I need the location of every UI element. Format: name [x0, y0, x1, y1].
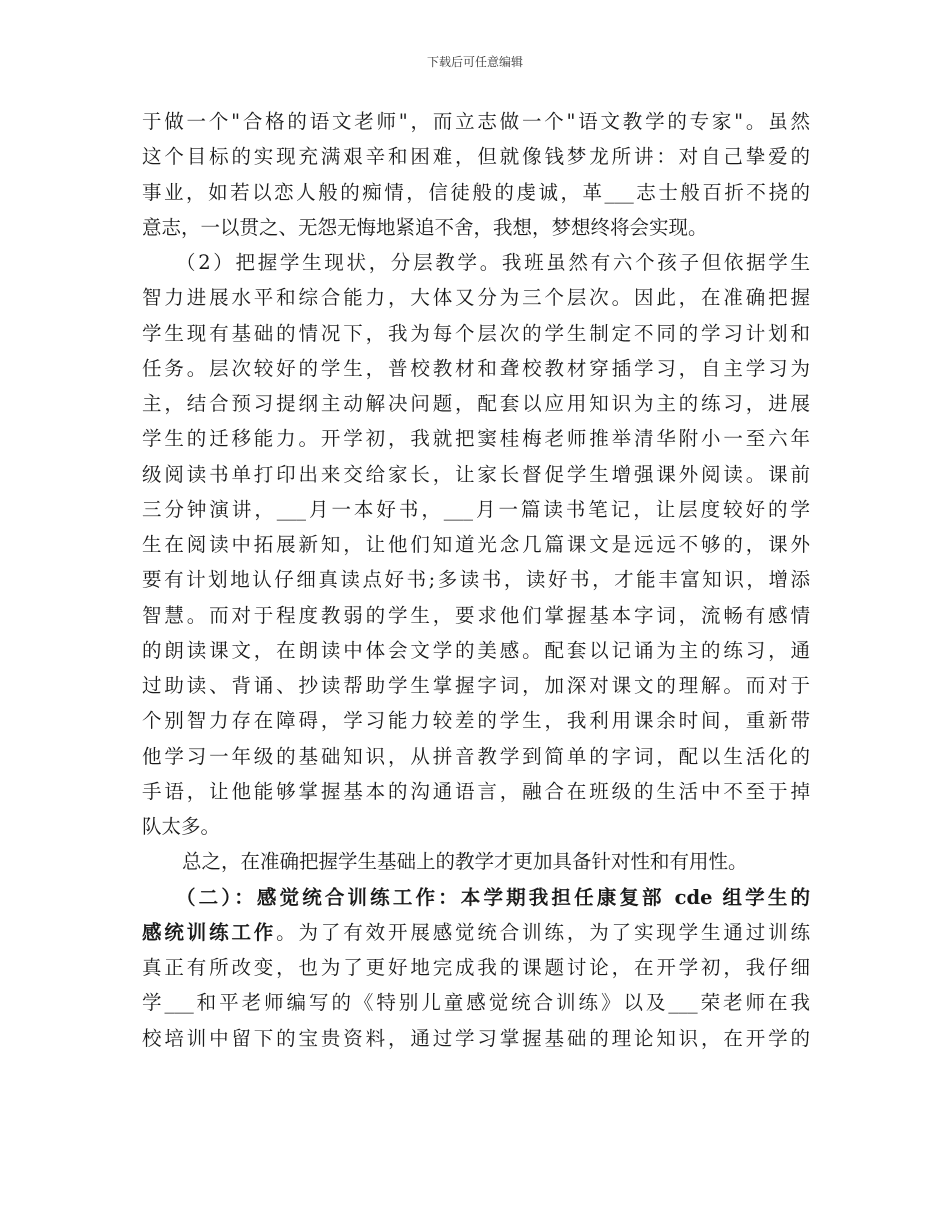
text-line: 智力进展水平和综合能力，大体又分为三个层次。因此，在准确把握 — [142, 286, 810, 310]
text-line: 学生的迁移能力。开学初，我就把窦桂梅老师推举清华附小一至六年 — [142, 427, 810, 451]
text-line: （2）把握学生现状，分层教学。我班虽然有六个孩子但依据学生 — [176, 251, 810, 274]
text-line: 这个目标的实现充满艰辛和困难，但就像钱梦龙所讲：对自己挚爱的 — [142, 145, 810, 169]
text-line: 意志，一以贯之、无怨无悔地紧追不舍，我想，梦想终将会实现。 — [142, 215, 708, 239]
text-line: 个别智力存在障碍，学习能力较差的学生，我利用课余时间，重新带 — [142, 709, 810, 733]
text-line: 真正有所改变，也为了更好地完成我的课题讨论，在开学初，我仔细 — [142, 956, 810, 979]
text-line: 任务。层次较好的学生，普校教材和聋校教材穿插学习，自主学习为 — [142, 356, 810, 380]
text-line — [142, 915, 810, 950]
text-line: 智慧。而对于程度教弱的学生，要求他们掌握基本字词，流畅有感情 — [142, 603, 810, 627]
text-line: 主，结合预习提纲主动解决问题，配套以应用知识为主的练习，进展 — [142, 392, 810, 415]
text-line: 校培训中留下的宝贵资料，通过学习掌握基础的理论知识，在开学的 — [142, 1026, 810, 1050]
text-line: 学生现有基础的情况下，我为每个层次的学生制定不同的学习计划和 — [142, 321, 810, 345]
text-line: 事业，如若以恋人般的痴情，信徒般的虔诚，革___志士般百折不挠的 — [142, 180, 810, 204]
text-line: 他学习一年级的基础知识，从拼音教学到简单的字词，配以生活化的 — [142, 744, 810, 768]
text-line: 要有计划地认仔细真读点好书;多读书，读好书，才能丰富知识，增添 — [142, 568, 810, 592]
document-body — [142, 104, 810, 1056]
text-line: 三分钟演讲，___月一本好书，___月一篇读书笔记，让层度较好的学 — [142, 497, 810, 521]
text-line: 于做一个"合格的语文老师"，而立志做一个"语文教学的专家"。虽然 — [142, 110, 810, 133]
text-line: 手语，让他能够掌握基本的沟通语言，融合在班级的生活中不至于掉 — [142, 779, 810, 803]
text-line: 队太多。 — [142, 815, 221, 838]
page-header: 下载后可任意编辑 — [426, 55, 523, 69]
bold-phrase: 感统训练工作 — [142, 920, 277, 944]
text-segment: 。为了有效开展感觉统合训练，为了实现学生通过训练 — [276, 920, 810, 944]
section-heading-line: （二）：感觉统合训练工作：本学期我担任康复部 cde 组学生的 — [176, 885, 810, 909]
text-line: 学___和平老师编写的《特别儿童感觉统合训练》以及___荣老师在我 — [142, 991, 810, 1015]
text-line: 生在阅读中拓展新知，让他们知道光念几篇课文是远远不够的，课外 — [142, 533, 810, 556]
text-line: 总之，在准确把握学生基础上的教学才更加具备针对性和有用性。 — [182, 850, 748, 874]
text-line: 过助读、背诵、抄读帮助学生掌握字词，加深对课文的理解。而对于 — [142, 674, 810, 697]
text-line: 级阅读书单打印出来交给家长，让家长督促学生增强课外阅读。课前 — [142, 462, 810, 486]
text-line: 的朗读课文，在朗读中体会文学的美感。配套以记诵为主的练习，通 — [142, 638, 810, 662]
